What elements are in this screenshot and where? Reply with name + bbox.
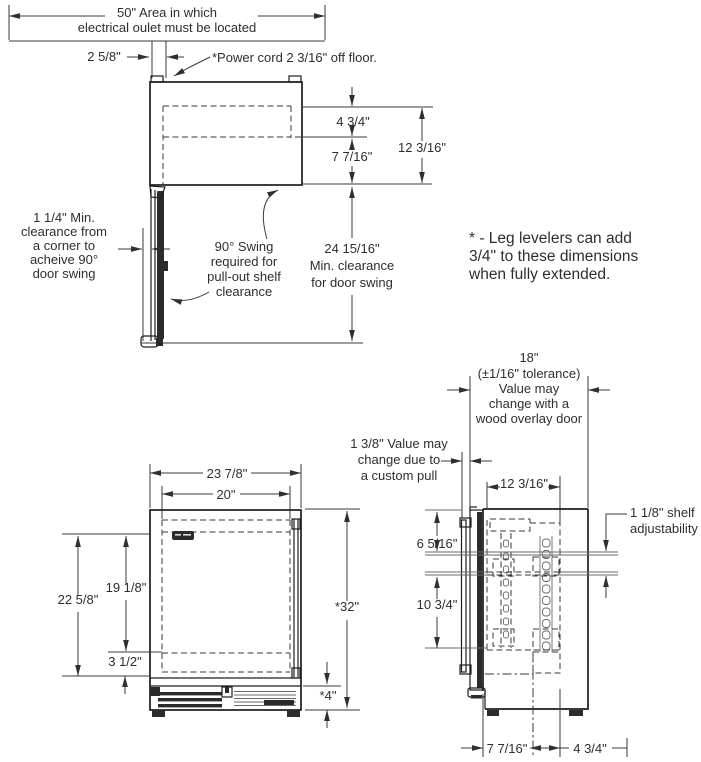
leader-line [171, 292, 209, 300]
dim-kick-height: *4" [319, 688, 337, 703]
swing-note-3: pull-out shelf [207, 269, 281, 284]
door-foot-dark [471, 695, 482, 699]
depth-note-5: wood overlay door [475, 411, 583, 426]
dim-7-7-16: 7 7/16" [331, 149, 373, 164]
handle-top-bracket [292, 519, 300, 529]
door-face [157, 191, 164, 339]
leader-line [174, 57, 210, 76]
hinge-tab [151, 76, 163, 82]
pull-note-2: change due to [357, 452, 441, 467]
swing-note-1: 90° Swing [214, 239, 274, 254]
dim-bottom-back: 4 3/4" [573, 741, 607, 756]
vent-grille-bar [158, 704, 222, 707]
grille-center-clip-dark [225, 687, 229, 693]
side-view-section [350, 350, 698, 757]
dim-shelf-top: 6 5/16" [416, 536, 458, 551]
depth-note-2: (±1/16" tolerance) [477, 366, 581, 381]
dim-depth-interior: 12 3/16" [500, 476, 548, 491]
dim-height-left: 22 5/8" [57, 592, 99, 607]
leader-arc [263, 190, 278, 239]
outlet-area-label-1: 50" Area in which [116, 5, 218, 20]
door-handle-plan [163, 261, 168, 271]
shelf-adjust-1: 1 1/8" shelf [630, 505, 695, 520]
cabinet-front-view [150, 510, 301, 710]
cord-offset-label: 2 5/8" [87, 49, 121, 64]
leveler-foot [569, 710, 583, 716]
pull-note-1: 1 3/8" Value may [350, 436, 448, 451]
handle-bar [462, 520, 467, 672]
corner-clearance-3: a corner to [32, 238, 96, 253]
leveler-foot [152, 710, 165, 717]
brand-logo-text-mark [175, 534, 181, 536]
vent-grille-bar [158, 692, 222, 695]
leg-leveler-note-1: * - Leg levelers can add [469, 230, 632, 247]
door-gasket [477, 512, 482, 688]
cabinet-side-profile [483, 509, 588, 716]
shelf-adjust-2: adjustability [630, 521, 698, 536]
corner-clearance-1: 1 1/4" Min. [33, 210, 95, 225]
leveler-foot [287, 710, 300, 717]
dim-width-overall: 23 7/8" [206, 466, 248, 481]
door-side-profile [460, 507, 485, 699]
front-view-section [58, 464, 360, 728]
compressor-zone [533, 652, 560, 673]
vent-grille-right [234, 692, 296, 706]
door-handle-front [292, 519, 300, 678]
door-foot-dark [156, 338, 163, 346]
corner-clearance-5: door swing [32, 266, 96, 281]
leg-leveler-note-3: when fully extended. [469, 266, 611, 283]
open-door-plan [141, 186, 168, 347]
serial-label [264, 700, 294, 705]
top-view-section [9, 5, 638, 347]
vent-grille-bar [158, 698, 222, 701]
door-swing-dim-2: Min. clearance [309, 258, 395, 273]
corner-clearance-4: acheive 90° [29, 252, 99, 267]
rear-rack-holes [543, 539, 551, 650]
dim-height-overall: *32" [334, 599, 360, 614]
leveler-foot [487, 710, 499, 716]
depth-note-1: 18" [519, 350, 539, 365]
door-swing-dim-3: for door swing [311, 275, 393, 290]
dim-height-interior: 19 1/8" [105, 580, 147, 595]
dim-shelf-bottom: 10 3/4" [416, 597, 458, 612]
evaporator-plate [490, 519, 530, 531]
shelf-bracket [533, 629, 559, 650]
dim-kick-offset: 3 1/2" [108, 654, 142, 669]
dimension-line [606, 514, 627, 551]
cabinet-top-view [150, 82, 302, 185]
pull-note-3: a custom pull [360, 468, 438, 483]
door-swing-dim-1: 24 15/16" [324, 241, 380, 256]
brand-logo-text-mark [183, 534, 191, 536]
dim-bottom-front: 7 7/16" [486, 741, 528, 756]
depth-note-3: Value may [498, 381, 560, 396]
hinge-tab [289, 76, 301, 82]
dim-12-3-16: 12 3/16" [398, 140, 446, 155]
swing-note-2: required for [210, 254, 278, 269]
swing-note-4: clearance [215, 284, 273, 299]
leg-leveler-note-2: 3/4" to these dimensions [469, 248, 639, 265]
dim-width-door: 20" [216, 487, 236, 502]
handle-bottom-bracket [292, 668, 300, 678]
dim-4-3-4: 4 3/4" [336, 114, 370, 129]
power-cord-note: *Power cord 2 3/16" off floor. [212, 50, 377, 65]
corner-clearance-2: clearance from [21, 224, 107, 239]
depth-note-4: change with a [488, 396, 570, 411]
outlet-area-label-2: electrical oulet must be located [77, 20, 257, 35]
